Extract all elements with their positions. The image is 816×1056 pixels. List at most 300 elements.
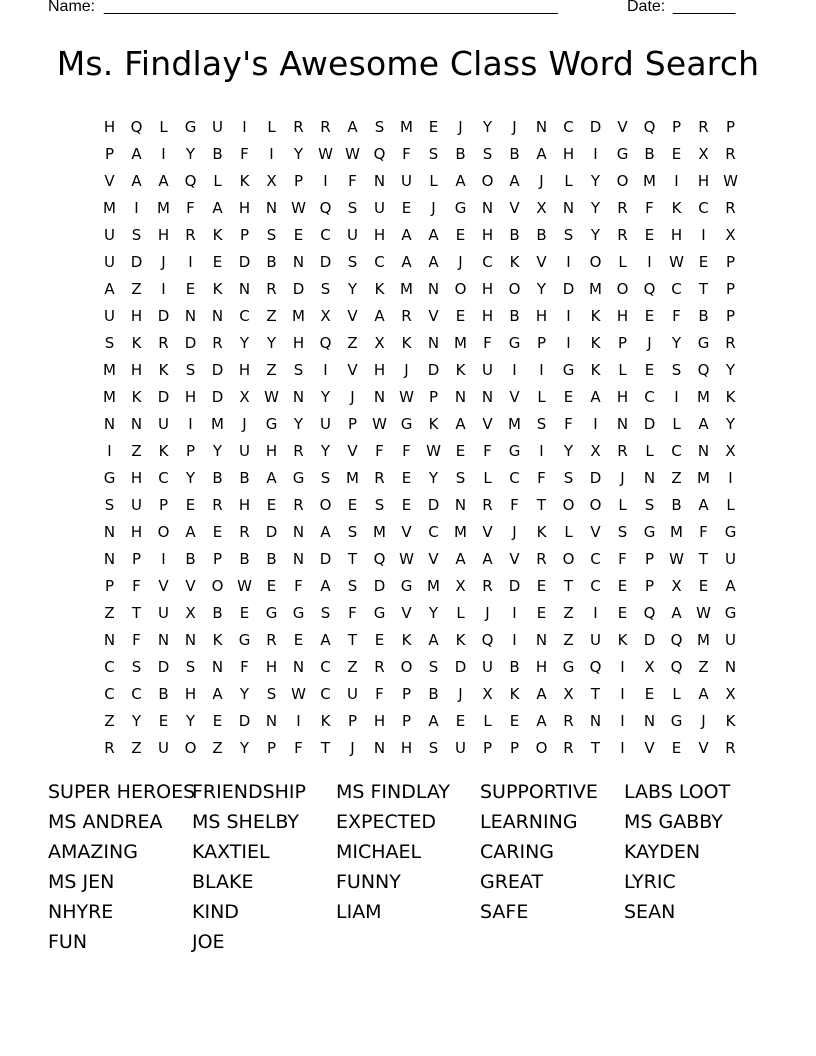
grid-cell[interactable]: A xyxy=(455,414,466,433)
grid-cell[interactable]: L xyxy=(726,495,735,514)
grid-cell[interactable]: E xyxy=(401,495,412,514)
grid-cell[interactable]: S xyxy=(347,198,358,217)
grid-cell[interactable]: H xyxy=(481,279,494,298)
grid-cell[interactable]: R xyxy=(374,657,385,676)
grid-cell[interactable]: E xyxy=(644,360,655,379)
grid-cell[interactable]: F xyxy=(375,441,384,460)
grid-cell[interactable]: C xyxy=(482,252,493,271)
grid-cell[interactable]: S xyxy=(347,252,358,271)
grid-cell[interactable]: Q xyxy=(481,630,494,649)
grid-cell[interactable]: I xyxy=(620,684,625,703)
grid-cell[interactable]: N xyxy=(265,711,278,730)
grid-cell[interactable]: C xyxy=(644,387,655,406)
grid-cell[interactable]: A xyxy=(698,495,709,514)
grid-cell[interactable]: Z xyxy=(671,468,682,487)
grid-cell[interactable]: H xyxy=(373,225,386,244)
grid-cell[interactable]: N xyxy=(184,630,197,649)
grid-cell[interactable]: T xyxy=(698,279,709,298)
grid-cell[interactable]: E xyxy=(455,225,466,244)
grid-cell[interactable]: A xyxy=(698,684,709,703)
grid-cell[interactable]: A xyxy=(671,603,682,622)
grid-cell[interactable]: V xyxy=(347,360,358,379)
grid-cell[interactable]: N xyxy=(643,468,656,487)
grid-cell[interactable]: W xyxy=(669,252,684,271)
grid-cell[interactable]: T xyxy=(563,576,574,595)
grid-cell[interactable]: U xyxy=(347,225,358,244)
grid-cell[interactable]: B xyxy=(509,306,520,325)
grid-cell[interactable]: O xyxy=(157,522,170,541)
grid-cell[interactable]: N xyxy=(292,522,305,541)
grid-cell[interactable]: I xyxy=(512,603,517,622)
grid-cell[interactable]: Y xyxy=(347,279,358,298)
grid-cell[interactable]: N xyxy=(292,387,305,406)
grid-cell[interactable]: U xyxy=(158,414,169,433)
grid-cell[interactable]: H xyxy=(238,360,251,379)
grid-cell[interactable]: E xyxy=(644,684,655,703)
grid-cell[interactable]: S xyxy=(563,225,574,244)
grid-cell[interactable]: P xyxy=(347,711,358,730)
grid-cell[interactable]: E xyxy=(185,495,196,514)
grid-cell[interactable]: B xyxy=(266,252,277,271)
grid-cell[interactable]: A xyxy=(698,414,709,433)
grid-cell[interactable]: X xyxy=(644,657,655,676)
grid-cell[interactable]: V xyxy=(617,117,628,136)
grid-cell[interactable]: U xyxy=(725,630,736,649)
grid-cell[interactable]: P xyxy=(725,252,736,271)
grid-cell[interactable]: E xyxy=(266,495,277,514)
grid-cell[interactable]: V xyxy=(482,414,493,433)
grid-cell[interactable]: C xyxy=(320,657,331,676)
grid-cell[interactable]: M xyxy=(103,198,116,217)
grid-cell[interactable]: H xyxy=(184,684,197,703)
grid-cell[interactable]: T xyxy=(698,549,709,568)
grid-cell[interactable]: H xyxy=(130,468,143,487)
grid-cell[interactable]: L xyxy=(645,441,654,460)
grid-cell[interactable]: F xyxy=(375,684,384,703)
grid-cell[interactable]: Y xyxy=(185,711,196,730)
grid-cell[interactable]: A xyxy=(428,630,439,649)
grid-cell[interactable]: L xyxy=(564,522,573,541)
grid-cell[interactable]: Y xyxy=(590,198,601,217)
grid-cell[interactable]: G xyxy=(724,603,737,622)
grid-cell[interactable]: J xyxy=(161,252,166,271)
grid-cell[interactable]: N xyxy=(562,198,575,217)
grid-cell[interactable]: Q xyxy=(589,657,602,676)
grid-cell[interactable]: Y xyxy=(428,603,439,622)
grid-cell[interactable]: U xyxy=(482,657,493,676)
grid-cell[interactable]: D xyxy=(589,468,602,487)
grid-cell[interactable]: S xyxy=(563,468,574,487)
grid-cell[interactable]: K xyxy=(590,333,601,352)
grid-cell[interactable]: T xyxy=(536,495,547,514)
grid-cell[interactable]: L xyxy=(483,711,492,730)
grid-cell[interactable]: P xyxy=(725,306,736,325)
grid-cell[interactable]: X xyxy=(698,144,709,163)
grid-cell[interactable]: C xyxy=(563,117,574,136)
grid-cell[interactable]: H xyxy=(130,360,143,379)
grid-cell[interactable]: U xyxy=(104,306,115,325)
grid-cell[interactable]: W xyxy=(399,549,414,568)
grid-cell[interactable]: I xyxy=(512,360,517,379)
grid-cell[interactable]: J xyxy=(539,171,544,190)
grid-cell[interactable]: F xyxy=(645,198,654,217)
grid-cell[interactable]: D xyxy=(589,117,602,136)
grid-cell[interactable]: D xyxy=(130,252,143,271)
grid-cell[interactable]: R xyxy=(374,468,385,487)
grid-cell[interactable]: R xyxy=(266,279,277,298)
grid-cell[interactable]: K xyxy=(590,360,601,379)
grid-cell[interactable]: N xyxy=(454,387,467,406)
grid-cell[interactable]: Y xyxy=(671,333,682,352)
grid-cell[interactable]: F xyxy=(672,306,681,325)
grid-cell[interactable]: X xyxy=(590,441,601,460)
grid-cell[interactable]: U xyxy=(212,117,223,136)
grid-cell[interactable]: K xyxy=(374,279,385,298)
grid-cell[interactable]: I xyxy=(728,468,733,487)
grid-cell[interactable]: K xyxy=(212,279,223,298)
grid-cell[interactable]: J xyxy=(350,738,355,757)
grid-cell[interactable]: J xyxy=(458,684,463,703)
grid-cell[interactable]: P xyxy=(725,117,736,136)
grid-cell[interactable]: N xyxy=(373,387,386,406)
grid-cell[interactable]: E xyxy=(563,387,574,406)
grid-cell[interactable]: X xyxy=(320,306,331,325)
grid-cell[interactable]: A xyxy=(536,684,547,703)
grid-cell[interactable]: S xyxy=(671,360,682,379)
grid-cell[interactable]: N xyxy=(103,414,116,433)
grid-cell[interactable]: E xyxy=(455,441,466,460)
grid-cell[interactable]: S xyxy=(428,144,439,163)
grid-cell[interactable]: I xyxy=(593,603,598,622)
grid-cell[interactable]: D xyxy=(508,576,521,595)
grid-cell[interactable]: S xyxy=(320,468,331,487)
grid-cell[interactable]: U xyxy=(239,441,250,460)
grid-cell[interactable]: O xyxy=(319,495,332,514)
grid-cell[interactable]: C xyxy=(320,684,331,703)
grid-cell[interactable]: G xyxy=(292,468,305,487)
grid-cell[interactable]: L xyxy=(564,171,573,190)
grid-cell[interactable]: G xyxy=(616,144,629,163)
grid-cell[interactable]: H xyxy=(670,225,683,244)
grid-cell[interactable]: C xyxy=(590,549,601,568)
grid-cell[interactable]: A xyxy=(536,711,547,730)
grid-cell[interactable]: U xyxy=(374,198,385,217)
grid-cell[interactable]: V xyxy=(590,522,601,541)
grid-cell[interactable]: I xyxy=(161,279,166,298)
grid-cell[interactable]: I xyxy=(512,630,517,649)
grid-cell[interactable]: I xyxy=(620,738,625,757)
grid-cell[interactable]: G xyxy=(373,603,386,622)
grid-cell[interactable]: E xyxy=(644,306,655,325)
grid-cell[interactable]: C xyxy=(131,684,142,703)
grid-cell[interactable]: X xyxy=(266,171,277,190)
grid-cell[interactable]: Y xyxy=(212,441,223,460)
grid-cell[interactable]: D xyxy=(157,306,170,325)
grid-cell[interactable]: L xyxy=(159,117,168,136)
grid-cell[interactable]: H xyxy=(238,198,251,217)
grid-cell[interactable]: Z xyxy=(131,441,142,460)
grid-cell[interactable]: L xyxy=(537,387,546,406)
grid-cell[interactable]: Y xyxy=(239,333,250,352)
grid-cell[interactable]: V xyxy=(509,198,520,217)
grid-cell[interactable]: T xyxy=(347,549,358,568)
grid-cell[interactable]: R xyxy=(617,225,628,244)
grid-cell[interactable]: I xyxy=(107,441,112,460)
grid-cell[interactable]: A xyxy=(428,711,439,730)
grid-cell[interactable]: Q xyxy=(643,279,656,298)
grid-cell[interactable]: A xyxy=(374,306,385,325)
grid-cell[interactable]: I xyxy=(701,225,706,244)
grid-cell[interactable]: S xyxy=(104,495,115,514)
grid-cell[interactable]: K xyxy=(212,225,223,244)
grid-cell[interactable]: P xyxy=(347,414,358,433)
grid-cell[interactable]: Y xyxy=(320,387,331,406)
grid-cell[interactable]: S xyxy=(266,684,277,703)
grid-cell[interactable]: X xyxy=(455,576,466,595)
grid-cell[interactable]: P xyxy=(104,144,115,163)
grid-cell[interactable]: S xyxy=(482,144,493,163)
grid-cell[interactable]: V xyxy=(401,603,412,622)
grid-cell[interactable]: V xyxy=(185,576,196,595)
grid-cell[interactable]: N xyxy=(103,522,116,541)
grid-cell[interactable]: D xyxy=(157,657,170,676)
grid-cell[interactable]: B xyxy=(455,144,466,163)
grid-cell[interactable]: P xyxy=(536,333,547,352)
grid-cell[interactable]: V xyxy=(401,522,412,541)
grid-cell[interactable]: I xyxy=(620,711,625,730)
grid-cell[interactable]: K xyxy=(158,441,169,460)
grid-cell[interactable]: G xyxy=(724,522,737,541)
grid-cell[interactable]: B xyxy=(509,225,520,244)
grid-cell[interactable]: I xyxy=(539,441,544,460)
grid-cell[interactable]: K xyxy=(617,630,628,649)
grid-cell[interactable]: U xyxy=(104,252,115,271)
grid-cell[interactable]: M xyxy=(400,117,413,136)
grid-cell[interactable]: G xyxy=(400,414,413,433)
grid-cell[interactable]: F xyxy=(402,144,411,163)
grid-cell[interactable]: H xyxy=(481,306,494,325)
grid-cell[interactable]: S xyxy=(320,279,331,298)
grid-cell[interactable]: S xyxy=(293,360,304,379)
grid-cell[interactable]: U xyxy=(590,630,601,649)
grid-cell[interactable]: K xyxy=(671,198,682,217)
grid-cell[interactable]: A xyxy=(212,684,223,703)
grid-cell[interactable]: B xyxy=(239,549,250,568)
grid-cell[interactable]: I xyxy=(620,657,625,676)
grid-cell[interactable]: O xyxy=(535,738,548,757)
grid-cell[interactable]: I xyxy=(242,117,247,136)
grid-cell[interactable]: Y xyxy=(536,279,547,298)
grid-cell[interactable]: Q xyxy=(373,144,386,163)
grid-cell[interactable]: N xyxy=(373,171,386,190)
grid-cell[interactable]: A xyxy=(590,387,601,406)
grid-cell[interactable]: M xyxy=(643,171,656,190)
grid-cell[interactable]: I xyxy=(188,252,193,271)
grid-cell[interactable]: Q xyxy=(697,360,710,379)
grid-cell[interactable]: E xyxy=(239,603,250,622)
grid-cell[interactable]: I xyxy=(134,198,139,217)
grid-cell[interactable]: S xyxy=(131,225,142,244)
grid-cell[interactable]: E xyxy=(644,225,655,244)
grid-cell[interactable]: H xyxy=(616,387,629,406)
grid-cell[interactable]: F xyxy=(348,603,357,622)
grid-cell[interactable]: G xyxy=(184,117,197,136)
grid-cell[interactable]: B xyxy=(212,603,223,622)
grid-cell[interactable]: A xyxy=(158,171,169,190)
grid-cell[interactable]: Q xyxy=(670,657,683,676)
grid-cell[interactable]: L xyxy=(267,117,276,136)
grid-cell[interactable]: P xyxy=(644,549,655,568)
grid-cell[interactable]: N xyxy=(454,495,467,514)
grid-cell[interactable]: H xyxy=(265,657,278,676)
grid-cell[interactable]: S xyxy=(347,576,358,595)
grid-cell[interactable]: X xyxy=(536,198,547,217)
grid-cell[interactable]: H xyxy=(103,117,116,136)
grid-cell[interactable]: P xyxy=(428,387,439,406)
grid-cell[interactable]: N xyxy=(589,711,602,730)
grid-cell[interactable]: E xyxy=(671,738,682,757)
grid-cell[interactable]: K xyxy=(455,630,466,649)
grid-cell[interactable]: M xyxy=(697,630,710,649)
grid-cell[interactable]: A xyxy=(266,468,277,487)
grid-cell[interactable]: Z xyxy=(563,630,574,649)
grid-cell[interactable]: M xyxy=(427,576,440,595)
grid-cell[interactable]: O xyxy=(562,549,575,568)
grid-cell[interactable]: V xyxy=(509,549,520,568)
grid-cell[interactable]: Y xyxy=(239,684,250,703)
grid-cell[interactable]: K xyxy=(536,522,547,541)
grid-cell[interactable]: I xyxy=(161,144,166,163)
grid-cell[interactable]: R xyxy=(725,144,736,163)
grid-cell[interactable]: H xyxy=(697,171,710,190)
grid-cell[interactable]: I xyxy=(647,252,652,271)
grid-cell[interactable]: P xyxy=(725,279,736,298)
grid-cell[interactable]: O xyxy=(589,495,602,514)
grid-cell[interactable]: T xyxy=(320,738,331,757)
grid-cell[interactable]: L xyxy=(618,360,627,379)
grid-cell[interactable]: P xyxy=(293,171,304,190)
grid-cell[interactable]: V xyxy=(644,738,655,757)
grid-cell[interactable]: V xyxy=(158,576,169,595)
grid-cell[interactable]: R xyxy=(293,495,304,514)
grid-cell[interactable]: X xyxy=(725,441,736,460)
grid-cell[interactable]: Y xyxy=(428,468,439,487)
grid-cell[interactable]: R xyxy=(239,522,250,541)
grid-cell[interactable]: D xyxy=(427,495,440,514)
grid-cell[interactable]: E xyxy=(158,711,169,730)
grid-cell[interactable]: W xyxy=(291,198,306,217)
grid-cell[interactable]: H xyxy=(400,738,413,757)
grid-cell[interactable]: Z xyxy=(131,738,142,757)
grid-cell[interactable]: A xyxy=(455,171,466,190)
grid-cell[interactable]: I xyxy=(593,414,598,433)
grid-cell[interactable]: Y xyxy=(131,711,142,730)
grid-cell[interactable]: P xyxy=(239,225,250,244)
grid-cell[interactable]: H xyxy=(373,360,386,379)
grid-cell[interactable]: U xyxy=(131,495,142,514)
grid-cell[interactable]: N xyxy=(292,252,305,271)
grid-cell[interactable]: S xyxy=(320,603,331,622)
grid-cell[interactable]: H xyxy=(157,225,170,244)
grid-cell[interactable]: W xyxy=(426,441,441,460)
grid-cell[interactable]: K xyxy=(131,387,142,406)
grid-cell[interactable]: S xyxy=(185,360,196,379)
grid-cell[interactable]: C xyxy=(698,198,709,217)
grid-cell[interactable]: F xyxy=(483,333,492,352)
grid-cell[interactable]: R xyxy=(266,630,277,649)
grid-cell[interactable]: N xyxy=(697,441,710,460)
grid-cell[interactable]: I xyxy=(323,360,328,379)
grid-cell[interactable]: K xyxy=(725,387,736,406)
grid-cell[interactable]: J xyxy=(512,117,517,136)
grid-cell[interactable]: Y xyxy=(239,738,250,757)
grid-cell[interactable]: Y xyxy=(293,144,304,163)
grid-cell[interactable]: H xyxy=(184,387,197,406)
grid-cell[interactable]: R xyxy=(563,711,574,730)
grid-cell[interactable]: D xyxy=(562,279,575,298)
grid-cell[interactable]: E xyxy=(617,603,628,622)
grid-cell[interactable]: A xyxy=(347,117,358,136)
grid-cell[interactable]: K xyxy=(239,171,250,190)
grid-cell[interactable]: N xyxy=(157,630,170,649)
grid-cell[interactable]: L xyxy=(429,171,438,190)
grid-cell[interactable]: I xyxy=(674,387,679,406)
grid-cell[interactable]: H xyxy=(130,522,143,541)
grid-cell[interactable]: K xyxy=(590,306,601,325)
grid-cell[interactable]: V xyxy=(428,306,439,325)
grid-cell[interactable]: L xyxy=(672,684,681,703)
grid-cell[interactable]: U xyxy=(104,225,115,244)
grid-cell[interactable]: E xyxy=(536,603,547,622)
grid-cell[interactable]: J xyxy=(647,333,652,352)
grid-cell[interactable]: Q xyxy=(184,171,197,190)
grid-cell[interactable]: U xyxy=(320,414,331,433)
grid-cell[interactable]: Z xyxy=(266,306,277,325)
date-line[interactable]: _______ xyxy=(673,0,736,15)
grid-cell[interactable]: D xyxy=(643,414,656,433)
grid-cell[interactable]: C xyxy=(428,522,439,541)
grid-cell[interactable]: I xyxy=(539,360,544,379)
grid-cell[interactable]: H xyxy=(562,144,575,163)
grid-cell[interactable]: S xyxy=(347,522,358,541)
grid-cell[interactable]: U xyxy=(482,360,493,379)
grid-cell[interactable]: N xyxy=(103,630,116,649)
grid-cell[interactable]: D xyxy=(427,360,440,379)
grid-cell[interactable]: U xyxy=(725,549,736,568)
grid-cell[interactable]: O xyxy=(211,576,224,595)
grid-cell[interactable]: N xyxy=(238,279,251,298)
grid-cell[interactable]: E xyxy=(428,117,439,136)
grid-cell[interactable]: J xyxy=(431,198,436,217)
grid-cell[interactable]: B xyxy=(239,468,250,487)
grid-cell[interactable]: K xyxy=(401,333,412,352)
grid-cell[interactable]: N xyxy=(292,549,305,568)
grid-cell[interactable]: A xyxy=(131,144,142,163)
grid-cell[interactable]: N xyxy=(184,306,197,325)
grid-cell[interactable]: H xyxy=(373,711,386,730)
grid-cell[interactable]: A xyxy=(428,225,439,244)
grid-cell[interactable]: P xyxy=(671,117,682,136)
grid-cell[interactable]: L xyxy=(456,603,465,622)
grid-cell[interactable]: Q xyxy=(130,117,143,136)
grid-cell[interactable]: Y xyxy=(185,468,196,487)
grid-cell[interactable]: V xyxy=(536,252,547,271)
grid-cell[interactable]: Y xyxy=(266,333,277,352)
grid-cell[interactable]: U xyxy=(158,603,169,622)
grid-cell[interactable]: D xyxy=(643,630,656,649)
grid-cell[interactable]: G xyxy=(697,333,710,352)
grid-cell[interactable]: K xyxy=(428,414,439,433)
